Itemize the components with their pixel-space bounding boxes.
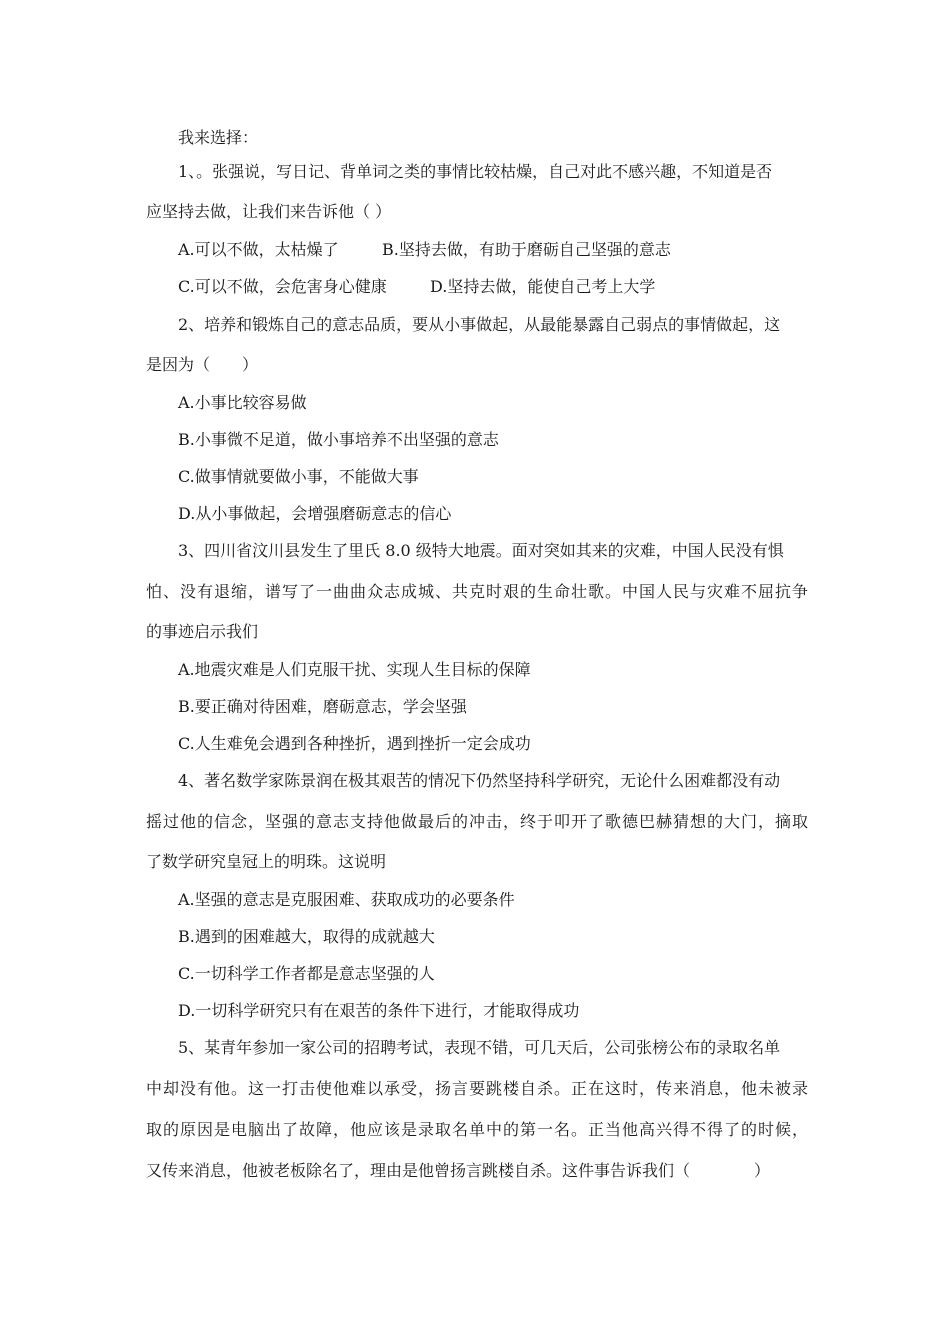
q2-option-b: B.小事微不足道，做小事培养不出坚强的意志 — [178, 430, 499, 449]
q4-option-d: D.一切科学研究只有在艰苦的条件下进行，才能取得成功 — [178, 1001, 580, 1020]
q1-option-b: B.坚持去做，有助于磨砺自己坚强的意志 — [382, 240, 671, 259]
q5-stem-line-4: 又传来消息，他被老板除名了，理由是他曾扬言跳楼自杀。这件事告诉我们（ ） — [146, 1161, 771, 1180]
q2-option-a: A.小事比较容易做 — [178, 393, 307, 412]
q1-options-row-1 — [178, 240, 671, 260]
q4-option-c: C.一切科学工作者都是意志坚强的人 — [178, 964, 435, 983]
q2-stem-line-1: 2、培养和锻炼自己的意志品质，要从小事做起，从最能暴露自己弱点的事情做起，这 — [178, 315, 781, 334]
q2-option-d: D.从小事做起，会增强磨砺意志的信心 — [178, 504, 452, 523]
q3-option-c: C.人生难免会遇到各种挫折，遇到挫折一定会成功 — [178, 734, 531, 753]
q2-option-c: C.做事情就要做小事，不能做大事 — [178, 467, 419, 486]
q4-stem-line-2: 摇过他的信念，坚强的意志支持他做最后的冲击，终于叩开了歌德巴赫猜想的大门，摘取 — [146, 812, 808, 831]
section-heading: 我来选择： — [178, 128, 259, 147]
q3-stem-line-2: 怕、没有退缩，谱写了一曲曲众志成城、共克时艰的生命壮歌。中国人民与灾难不屈抗争 — [146, 582, 808, 601]
q1-stem-line-2: 应坚持去做，让我们来告诉他（ ） — [146, 202, 392, 221]
q1-options-row-2 — [178, 277, 656, 297]
q3-stem-line-3: 的事迹启示我们 — [146, 622, 259, 641]
q3-option-a: A.地震灾难是人们克服干扰、实现人生目标的保障 — [178, 660, 531, 679]
q3-option-b: B.要正确对待困难，磨砺意志，学会坚强 — [178, 697, 467, 716]
q4-option-a: A.坚强的意志是克服困难、获取成功的必要条件 — [178, 890, 515, 909]
q5-stem-line-1: 5、某青年参加一家公司的招聘考试，表现不错，可几天后，公司张榜公布的录取名单 — [178, 1038, 781, 1057]
q1-option-a: A.可以不做，太枯燥了 — [178, 240, 339, 259]
q3-stem-line-1: 3、四川省汶川县发生了里氏 8.0 级特大地震。面对突如其来的灾难，中国人民没有惧 — [178, 541, 784, 560]
q5-stem-line-2: 中却没有他。这一打击使他难以承受，扬言要跳楼自杀。正在这时，传来消息，他未被录 — [146, 1079, 808, 1098]
q2-stem-line-2: 是因为（ ） — [146, 355, 259, 374]
q5-stem-line-3: 取的原因是电脑出了故障，他应该是录取名单中的第一名。正当他高兴得不得了的时候， — [146, 1120, 808, 1139]
q1-stem-line-1: 1、。张强说，写日记、背单词之类的事情比较枯燥，自己对此不感兴趣，不知道是否 — [178, 162, 773, 181]
q1-option-d: D.坚持去做，能使自己考上大学 — [430, 277, 656, 296]
q4-stem-line-3: 了数学研究皇冠上的明珠。这说明 — [146, 852, 387, 871]
q1-option-c: C.可以不做，会危害身心健康 — [178, 277, 387, 296]
q4-stem-line-1: 4、著名数学家陈景润在极其艰苦的情况下仍然坚持科学研究，无论什么困难都没有动 — [178, 771, 781, 790]
q4-option-b: B.遇到的困难越大，取得的成就越大 — [178, 927, 435, 946]
